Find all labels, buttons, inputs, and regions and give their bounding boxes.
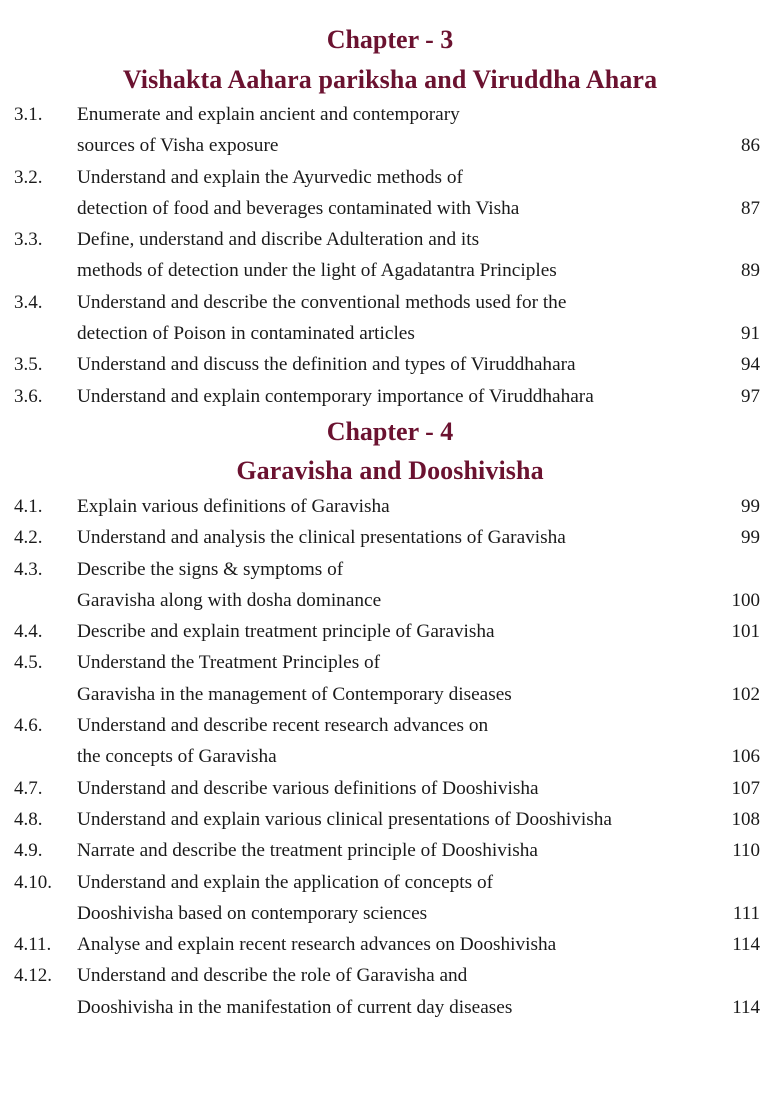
table-of-contents [0, 20, 780, 1023]
section-title [77, 835, 677, 866]
section-title-line: detection of Poison in contaminated articles [77, 323, 415, 345]
toc-entry [0, 522, 780, 553]
section-title-line: Define, understand and discribe Adulteration and its [77, 229, 480, 251]
section-number: 4.8. [14, 808, 43, 830]
section-number: 4.6. [14, 715, 43, 737]
page-number: 107 [731, 777, 760, 799]
page-number: 110 [732, 840, 760, 862]
section-title-line: Enumerate and explain ancient and contemporary [77, 104, 460, 125]
section-title-line: Understand and describe the role of Garavisha and [77, 965, 468, 987]
section-number: 4.12. [14, 965, 52, 987]
page-number: 114 [732, 934, 760, 956]
chapter-title: Chapter - 4 [326, 416, 454, 446]
toc-entry [0, 162, 780, 225]
section-title [77, 554, 677, 617]
toc-entry [0, 960, 780, 1023]
toc-entry [0, 710, 780, 773]
page-number: 91 [741, 323, 760, 345]
section-title-line: detection of food and beverages contaminated with Visha [77, 197, 520, 219]
toc-entry [0, 647, 780, 710]
toc-entry [0, 381, 780, 412]
section-number: 4.9. [14, 840, 43, 862]
section-title [77, 710, 677, 773]
section-title [77, 522, 677, 553]
section-title-line: Describe and explain treatment principle of Garavisha [77, 621, 495, 643]
section-number: 3.5. [14, 354, 43, 376]
page-number: 114 [732, 996, 760, 1018]
section-title-line: Understand and explain contemporary importance of Viruddhahara [77, 385, 594, 407]
section-title [77, 804, 677, 835]
toc-entry [0, 804, 780, 835]
section-title [77, 224, 677, 287]
chapter-subtitle: Garavisha and Dooshivisha [236, 456, 544, 486]
toc-entry [0, 287, 780, 350]
toc-entry [0, 616, 780, 647]
toc-entry [0, 929, 780, 960]
section-title [77, 287, 677, 350]
section-title-line: Dooshivisha based on contemporary sciences [77, 902, 428, 924]
section-title [77, 381, 677, 412]
section-title-line: Understand the Treatment Principles of [77, 652, 381, 674]
section-title-line: Understand and analysis the clinical presentations of Garavisha [77, 527, 566, 549]
toc-entry [0, 773, 780, 804]
section-number: 4.2. [14, 527, 43, 549]
toc-entry [0, 349, 780, 380]
page-number: 106 [731, 746, 760, 768]
section-title-line: Understand and describe recent research advances on [77, 715, 489, 737]
section-number: 3.4. [14, 291, 43, 313]
section-title [77, 929, 677, 960]
section-number: 3.2. [14, 166, 43, 188]
section-title-line: Dooshivisha in the manifestation of current day diseases [77, 996, 513, 1018]
page-number: 99 [741, 527, 760, 549]
section-title-line: Understand and discuss the definition and types of Viruddhahara [77, 354, 576, 376]
toc-entry [0, 99, 780, 162]
section-title [77, 773, 677, 804]
section-number: 4.10. [14, 871, 52, 893]
page-number: 100 [731, 589, 760, 611]
section-title [77, 491, 677, 522]
section-title [77, 616, 677, 647]
section-title-line: Explain various definitions of Garavisha [77, 495, 390, 517]
section-title [77, 960, 677, 1023]
section-title-line: methods of detection under the light of Agadatantra Principles [77, 260, 557, 282]
section-number: 3.3. [14, 229, 43, 251]
page-number: 101 [731, 621, 760, 643]
page-number: 87 [741, 197, 760, 219]
page-number: 94 [741, 354, 760, 376]
chapter-subtitle: Vishakta Aahara pariksha and Viruddha Ahara [122, 64, 658, 94]
chapter-section [0, 20, 780, 412]
section-title-line: Describe the signs & symptoms of [77, 558, 344, 580]
page-number: 97 [741, 385, 760, 407]
section-title [77, 99, 677, 162]
section-number: 4.4. [14, 621, 43, 643]
page-number: 89 [741, 260, 760, 282]
section-number: 3.1. [14, 104, 43, 125]
section-title [77, 349, 677, 380]
section-title-line: Understand and explain the application of concepts of [77, 871, 494, 893]
section-number: 4.5. [14, 652, 43, 674]
page-number: 86 [741, 135, 760, 157]
chapter-section [0, 412, 780, 1023]
section-number: 4.7. [14, 777, 43, 799]
section-title-line: the concepts of Garavisha [77, 746, 277, 768]
section-title-line: Analyse and explain recent research advances on Dooshivisha [77, 934, 557, 956]
page-number: 102 [731, 683, 760, 705]
toc-entry [0, 554, 780, 617]
page-number: 108 [731, 808, 760, 830]
toc-entry [0, 867, 780, 930]
section-title [77, 647, 677, 710]
section-title-line: sources of Visha exposure [77, 135, 279, 157]
section-title-line: Understand and describe various definitions of Dooshivisha [77, 777, 539, 799]
section-number: 4.3. [14, 558, 43, 580]
section-title-line: Garavisha along with dosha dominance [77, 589, 382, 611]
toc-entry [0, 835, 780, 866]
section-number: 3.6. [14, 385, 43, 407]
page-number: 111 [732, 902, 760, 924]
section-title-line: Garavisha in the management of Contemporary diseases [77, 683, 512, 705]
toc-entry [0, 491, 780, 522]
section-title [77, 162, 677, 225]
section-title-line: Narrate and describe the treatment principle of Dooshivisha [77, 840, 538, 862]
section-title-line: Understand and explain the Ayurvedic methods of [77, 166, 463, 188]
toc-entry [0, 224, 780, 287]
chapter-title: Chapter - 3 [326, 25, 454, 54]
section-number: 4.11. [14, 934, 52, 956]
section-title-line: Understand and explain various clinical presentations of Dooshivisha [77, 808, 612, 830]
section-number: 4.1. [14, 495, 43, 517]
section-title [77, 867, 677, 930]
page-number: 99 [741, 495, 760, 517]
section-title-line: Understand and describe the conventional methods used for the [77, 291, 567, 313]
